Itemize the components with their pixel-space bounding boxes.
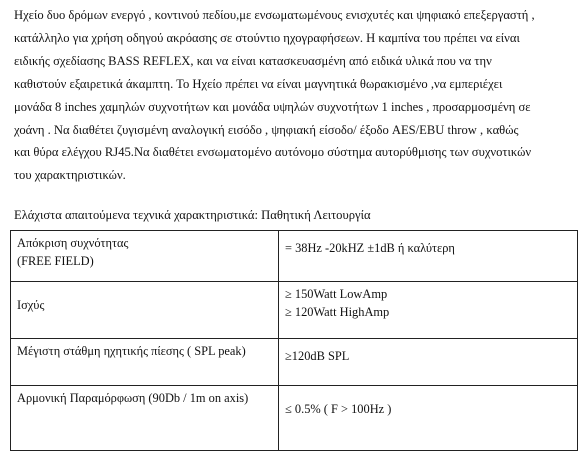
spec-value: ≥ 150Watt LowAmp xyxy=(285,287,388,301)
table-row xyxy=(11,339,578,386)
spec-value-cell xyxy=(279,231,578,282)
spec-value: ≤ 0.5% ( F > 100Hz ) xyxy=(285,402,392,416)
paragraph-line: ειδικής σχεδίασης BASS REFLEX, και να είναι κατασκευασμένη από ειδικά υλικά που να την xyxy=(14,53,492,68)
spec-value: ≥120dB SPL xyxy=(285,349,350,363)
spec-label: Μέγιστη στάθμη ηχητικής πίεσης ( SPL peak) xyxy=(17,344,246,358)
specs-table xyxy=(10,230,578,451)
table-row xyxy=(11,231,578,282)
spec-label-cell xyxy=(11,231,279,282)
table-row xyxy=(11,386,578,451)
spec-value: = 38Hz -20kHZ ±1dB ή καλύτερη xyxy=(285,241,455,255)
spec-label: Απόκριση συχνότητας xyxy=(17,236,129,250)
table-row xyxy=(11,282,578,339)
paragraph-line: μονάδα 8 inches χαμηλών συχνοτήτων και μονάδα υψηλών συχνοτήτων 1 inches , προσαρμοσμένη σε xyxy=(14,99,531,114)
spec-label: Αρμονική Παραμόρφωση (90Db / 1m on axis) xyxy=(17,391,249,405)
spec-label: (FREE FIELD) xyxy=(17,254,94,268)
paragraph-line: κατάλληλο για χρήση οδηγού ακρόασης σε στούντιο ηχογραφήσεων. Η καμπίνα του πρέπει να είναι xyxy=(14,30,520,45)
spec-value-cell xyxy=(279,282,578,339)
spec-value-cell xyxy=(279,339,578,386)
specs-heading: Ελάχιστα απαιτούμενα τεχνικά χαρακτηριστικά: Παθητική Λειτουργία xyxy=(14,208,371,222)
paragraph-line: και θύρα ελέγχου RJ45.Να διαθέτει ενσωματομένο αυτόνομο σύστημα αυτορύθμισης των συχνοτικών xyxy=(14,145,532,160)
spec-value: ≥ 120Watt HighAmp xyxy=(285,305,390,319)
spec-label-cell xyxy=(11,339,279,386)
spec-value-cell xyxy=(279,386,578,451)
spec-label-cell xyxy=(11,282,279,339)
paragraph-line: του χαρακτηριστικών. xyxy=(14,168,126,183)
paragraph-line: χοάνη . Να διαθέτει ζυγισμένη αναλογική εισόδο , ψηφιακή είσοδο/ έξοδο AES/EBU throw , καθώς xyxy=(14,122,519,137)
paragraph-line: Ηχείο δυο δρόμων ενεργό , κοντινού πεδίου,με ενσωματωμένους ενισχυτές και ψηφιακό επεξεργαστή , xyxy=(14,8,535,22)
spec-label: Ισχύς xyxy=(17,298,45,312)
description-paragraph xyxy=(14,4,582,187)
spec-label-cell xyxy=(11,386,279,451)
paragraph-line: καθιστούν εξαιρετικά άκαμπτη. Το Ηχείο πρέπει να είναι μαγνητικά θωρακισμένο ,να εμπεριέχει xyxy=(14,76,503,91)
